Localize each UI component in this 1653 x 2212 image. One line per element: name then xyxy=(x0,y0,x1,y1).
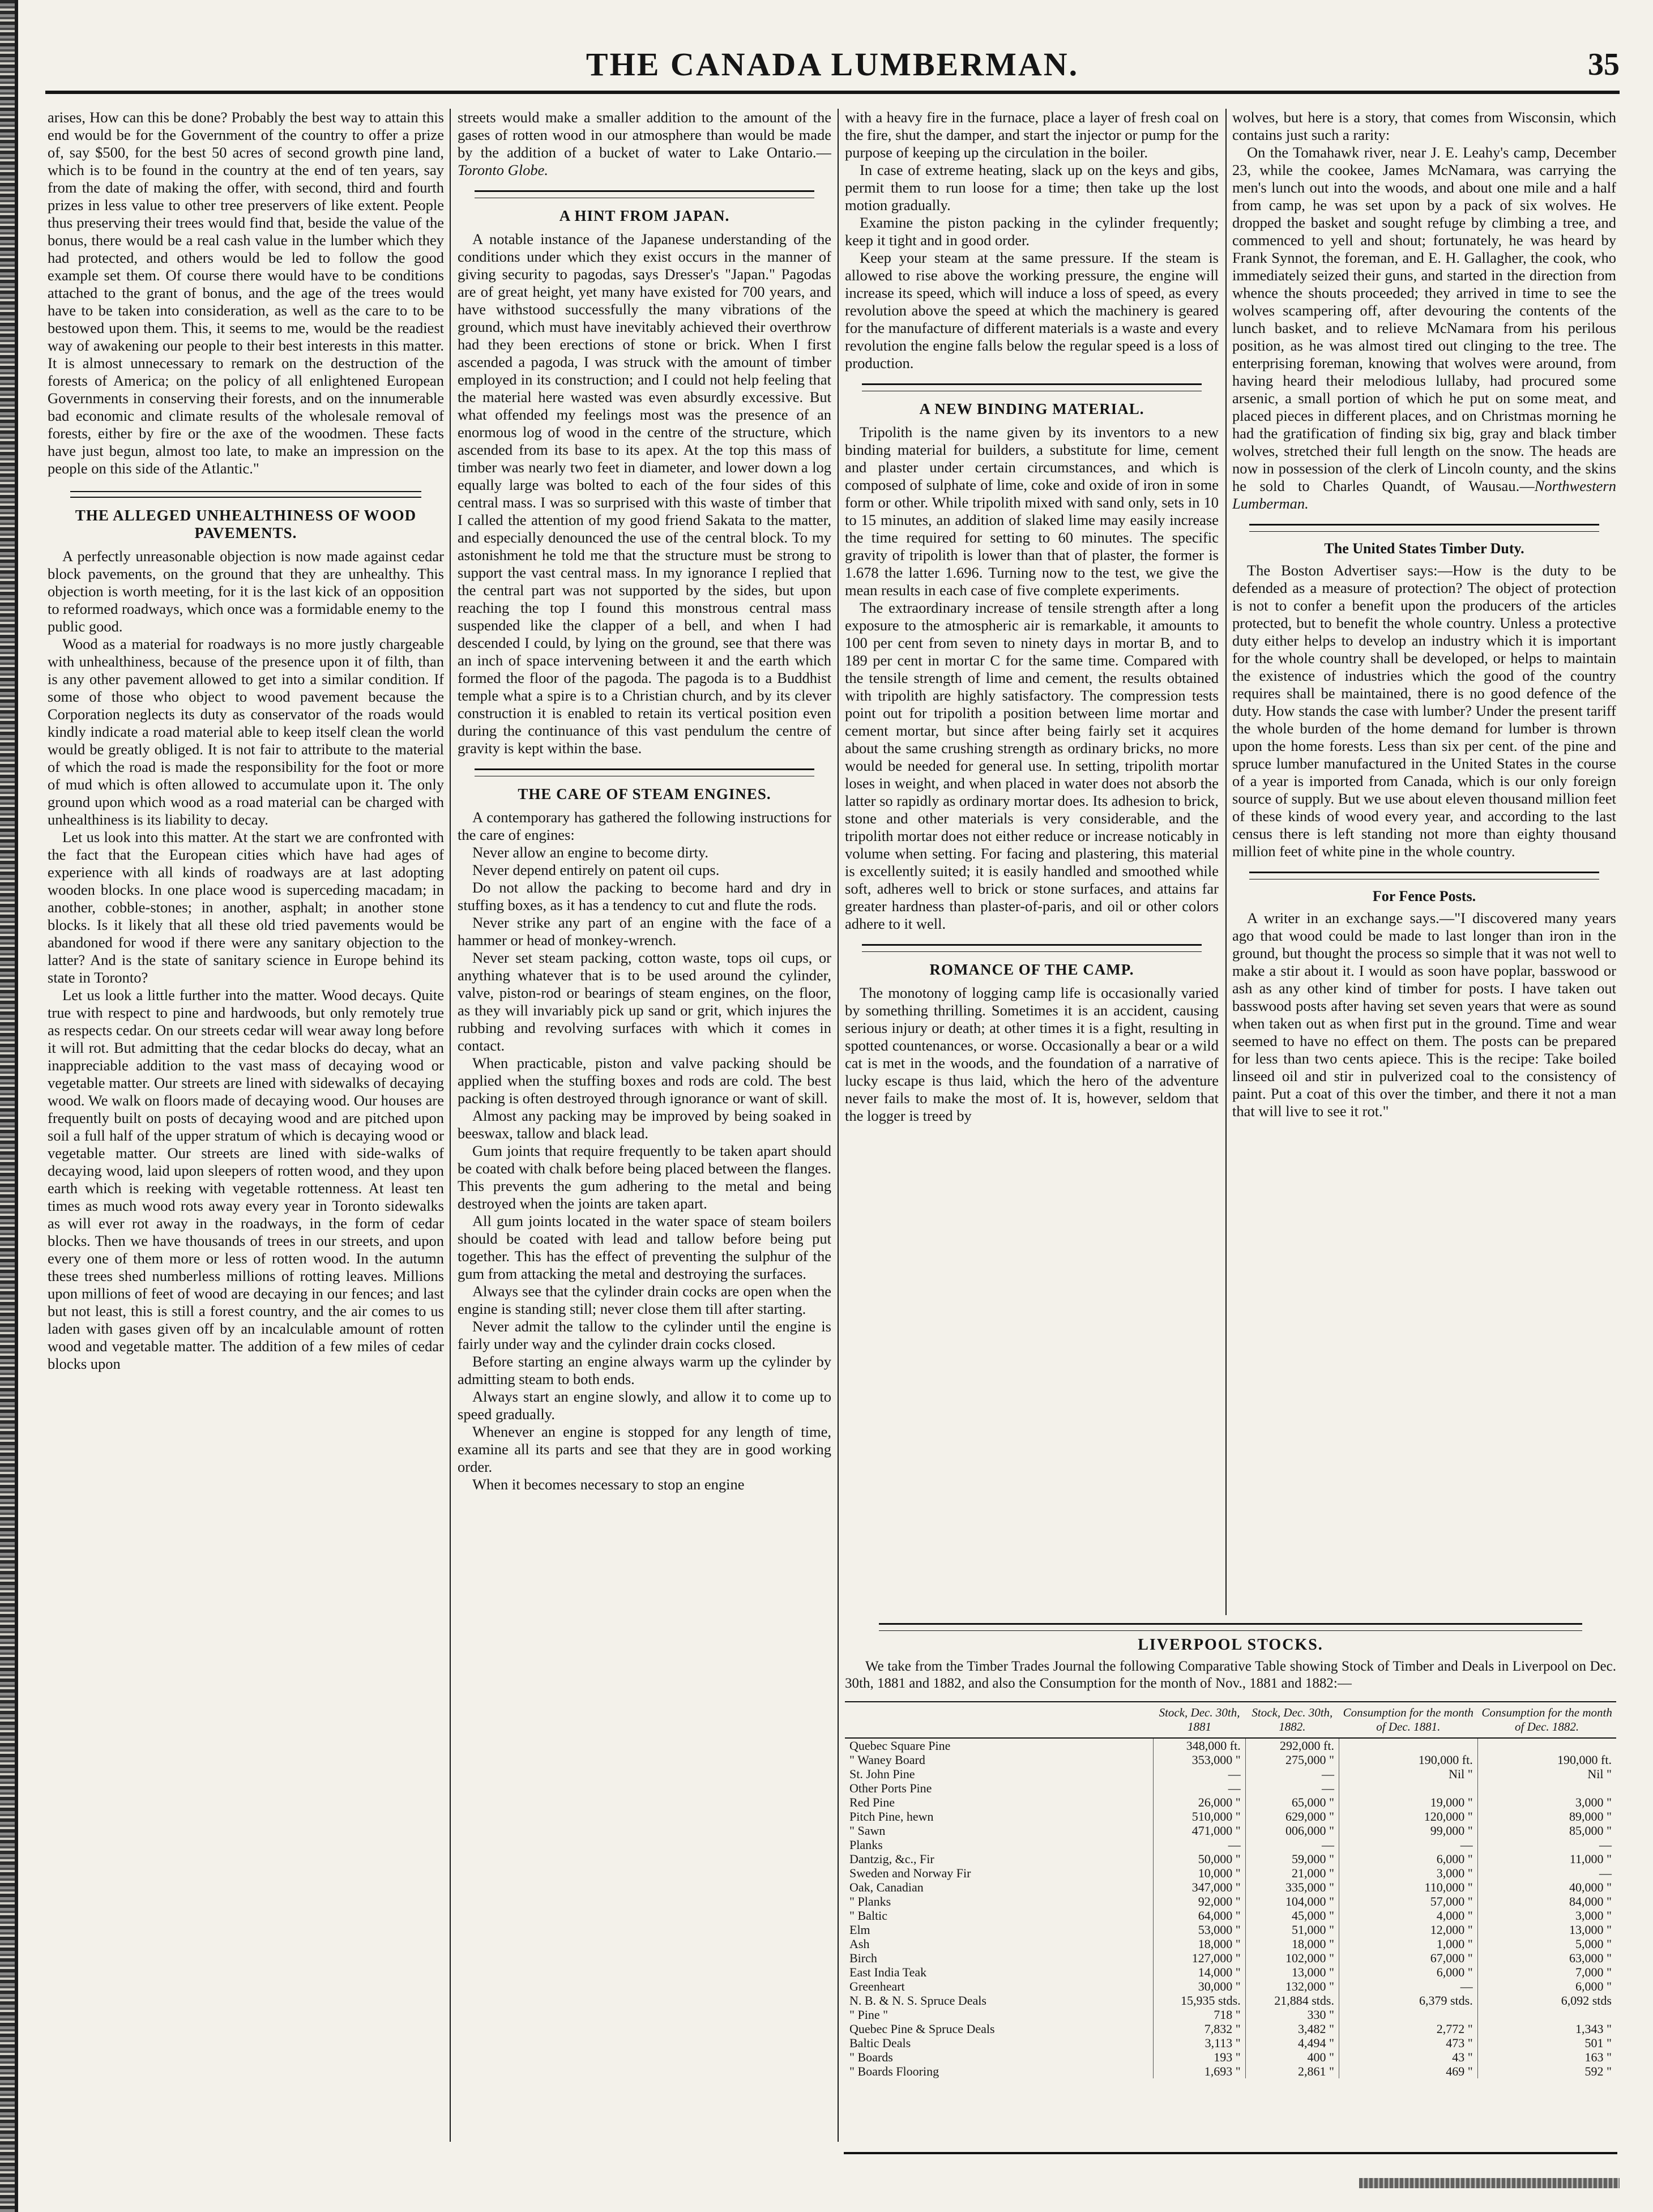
column-header: Consumption for the month of Dec. 1881. xyxy=(1339,1702,1477,1738)
paragraph xyxy=(1232,144,1616,513)
article-separator xyxy=(862,944,1202,952)
column-rule-1 xyxy=(450,109,451,2142)
paragraph-text: streets would make a smaller addition to the amount of the gases of rotten wood in our atmosphere than would be made by the addition of a bucket of water to Lake Ontario.— xyxy=(458,109,831,161)
table-row xyxy=(845,1824,1616,1838)
row-value: 6,092 stds xyxy=(1477,1993,1616,2008)
article-separator xyxy=(1249,872,1599,879)
article-separator xyxy=(475,768,814,776)
column-3 xyxy=(845,109,1219,1615)
row-value: 348,000 ft. xyxy=(1154,1738,1245,1753)
table-row xyxy=(845,1795,1616,1809)
liverpool-stocks-section xyxy=(845,1623,1616,2150)
table-row xyxy=(845,1753,1616,1767)
row-value: 190,000 ft. xyxy=(1339,1753,1477,1767)
column-header: Stock, Dec. 30th, 1882. xyxy=(1245,1702,1339,1738)
row-value xyxy=(1339,1738,1477,1753)
row-value: Nil " xyxy=(1477,1767,1616,1781)
column-header: Consumption for the month of Dec. 1882. xyxy=(1477,1702,1616,1738)
row-value: 718 " xyxy=(1154,2008,1245,2022)
row-value xyxy=(1339,1781,1477,1795)
paragraph: Examine the piston packing in the cylinder frequently; keep it tight and in good order. xyxy=(845,214,1219,249)
table-row xyxy=(845,1965,1616,1979)
row-value: — xyxy=(1477,1838,1616,1852)
row-label: Quebec Pine & Spruce Deals xyxy=(849,2022,995,2036)
column-header xyxy=(845,1702,1154,1738)
row-value: 21,884 stds. xyxy=(1245,1993,1339,2008)
row-value: 26,000 " xyxy=(1154,1795,1245,1809)
headline-wood-pavements: THE ALLEGED UNHEALTHINESS OF WOOD PAVEMENTS. xyxy=(75,507,417,541)
row-value: 14,000 " xyxy=(1154,1965,1245,1979)
stocks-table xyxy=(845,1701,1616,2078)
column-rule-2 xyxy=(838,109,839,2142)
table-row xyxy=(845,1880,1616,1894)
source-credit: Toronto Globe. xyxy=(458,161,549,178)
row-value: 65,000 " xyxy=(1245,1795,1339,1809)
row-value: 353,000 " xyxy=(1154,1753,1245,1767)
paragraph: with a heavy fire in the furnace, place a layer of fresh coal on the fire, shut the damper, and start the injector or pump for the purpose of keeping up the circulation in the boiler. xyxy=(845,109,1219,161)
row-value: 102,000 " xyxy=(1245,1951,1339,1965)
table-row xyxy=(845,1767,1616,1781)
row-value: 629,000 " xyxy=(1245,1809,1339,1824)
article-separator xyxy=(475,190,814,198)
paragraph: Never depend entirely on patent oil cups. xyxy=(472,861,720,878)
row-value: 30,000 " xyxy=(1154,1979,1245,1993)
source-credit: Northwestern Lumberman. xyxy=(1232,477,1616,512)
table-header-row xyxy=(845,1702,1616,1738)
row-value: 92,000 " xyxy=(1154,1894,1245,1908)
row-value: 6,379 stds. xyxy=(1339,1993,1477,2008)
headline-fence-posts: For Fence Posts. xyxy=(1372,888,1476,904)
row-value: 347,000 " xyxy=(1154,1880,1245,1894)
row-label: N. B. & N. S. Spruce Deals xyxy=(849,1993,986,2008)
paragraph: Wood as a material for roadways is no more justly chargeable with unhealthiness, because of the presence upon it of filth, than is any other pavement allowed to get into a similar condition. If some of those who object to wood pavement because the Corporation neglects its duty as conservator of the roads would kindly indicate a road material able to keep itself clean the world would be greatly obliged. It is not fair to attribute to the material of which the road is made the responsibility for the foot or more of mud which is often allowed to accumulate upon it. The only ground upon which wood as a road material can be charged with unhealthiness is its liability to decay. xyxy=(48,635,444,828)
headline-steam-engines: THE CARE OF STEAM ENGINES. xyxy=(518,785,771,802)
row-value: 471,000 " xyxy=(1154,1824,1245,1838)
headline-liverpool-stocks: LIVERPOOL STOCKS. xyxy=(1138,1636,1323,1654)
row-value xyxy=(1477,2008,1616,2022)
row-value: 5,000 " xyxy=(1477,1937,1616,1951)
row-value: 67,000 " xyxy=(1339,1951,1477,1965)
row-value: 63,000 " xyxy=(1477,1951,1616,1965)
paragraph: Always see that the cylinder drain cocks are open when the engine is standing still; never close them till after starting. xyxy=(458,1283,831,1317)
print-smudge xyxy=(1359,2178,1620,2188)
row-label: Ash xyxy=(849,1937,870,1951)
row-label: " Baltic xyxy=(849,1908,888,1923)
row-value: 7,000 " xyxy=(1477,1965,1616,1979)
table-row xyxy=(845,1738,1616,1753)
row-value: 330 " xyxy=(1245,2008,1339,2022)
newspaper-title: THE CANADA LUMBERMAN. xyxy=(586,45,1079,83)
row-value: — xyxy=(1245,1781,1339,1795)
table-row xyxy=(845,2022,1616,2036)
row-value: 6,000 " xyxy=(1339,1852,1477,1866)
row-value: 193 " xyxy=(1154,2050,1245,2064)
paragraph: Never set steam packing, cotton waste, tops oil cups, or anything whatever that is to be used around the cylinder, valve, piston-rod or bearings of steam engines, on the floor, as they will invariably pick up sand or grit, which injures the rubbing and revolving surfaces with which it comes in contact. xyxy=(458,949,831,1054)
paragraph: When it becomes necessary to stop an engine xyxy=(472,1476,745,1493)
row-value: 120,000 " xyxy=(1339,1809,1477,1824)
row-value: 43 " xyxy=(1339,2050,1477,2064)
row-label: " Sawn xyxy=(849,1824,886,1838)
paragraph: A perfectly unreasonable objection is now made against cedar block pavements, on the ground that they are unhealthy. This objection is worth meeting, for it is the last kick of an opposition to reformed roadways, which once was a formidable enemy to the public good. xyxy=(48,548,444,635)
row-label: " Planks xyxy=(849,1894,891,1908)
row-value: 64,000 " xyxy=(1154,1908,1245,1923)
row-label: " Waney Board xyxy=(849,1753,925,1767)
stocks-intro: We take from the Timber Trades Journal the following Comparative Table showing Stock of Timber and Deals in Liverpool on Dec. 30th, 1881 and 1882, and also the Consumption for the month of Nov., 1881 and 1882:— xyxy=(845,1659,1616,1691)
row-value: 13,000 " xyxy=(1245,1965,1339,1979)
row-label: " Pine " xyxy=(849,2008,889,2022)
row-value: 18,000 " xyxy=(1154,1937,1245,1951)
table-row xyxy=(845,2036,1616,2050)
row-value: 275,000 " xyxy=(1245,1753,1339,1767)
row-label: " Boards Flooring xyxy=(849,2064,939,2078)
row-value: 40,000 " xyxy=(1477,1880,1616,1894)
row-value: 18,000 " xyxy=(1245,1937,1339,1951)
row-value: 57,000 " xyxy=(1339,1894,1477,1908)
row-value: 006,000 " xyxy=(1245,1824,1339,1838)
table-row xyxy=(845,1951,1616,1965)
paragraph: Whenever an engine is stopped for any length of time, examine all its parts and see that they are in good working order. xyxy=(458,1423,831,1475)
table-row xyxy=(845,2050,1616,2064)
row-value: 592 " xyxy=(1477,2064,1616,2078)
paragraph: Never strike any part of an engine with the face of a hammer or head of monkey-wrench. xyxy=(458,914,831,949)
row-value: — xyxy=(1245,1767,1339,1781)
row-label: Planks xyxy=(849,1838,883,1852)
row-value: 469 " xyxy=(1339,2064,1477,2078)
column-1 xyxy=(48,109,444,2164)
column-4 xyxy=(1232,109,1616,1615)
paragraph: The extraordinary increase of tensile strength after a long exposure to the atmospheric air is remarkable, it amounts to 100 per cent from seven to ninety days in mortar B, and to 189 per cent in mortar C for the same time. Compared with the tensile strength of lime and cement, the results obtained with tripolith are highly satisfactory. The compression tests point out for tripolith a position between lime mortar and cement mortar, but since after being fairly set it acquires about the same crushing strength as ordinary bricks, no more would be needed for general use. In setting, tripolith mortar loses in weight, and when placed in water does not absorb the latter so rapidly as ordinary mortar does. Its adhesion to brick, stone and other materials is very considerable, and the tripolith mortar does not either reduce or increase noticably in volume when setting. For facing and plastering, this material is excellently suited; it is easily handled and smoothed while soft, adheres well to brick or stone surfaces, and attains far greater hardness than plaster-of-paris, and oil or other colors adhere to it well. xyxy=(845,599,1219,932)
paragraph: Tripolith is the name given by its inventors to a new binding material for builders, a substitute for lime, cement and plaster under certain circumstances, and which is composed of sulphate of lime, coke and oxide of iron in some form or other. While tripolith mixed with sand only, sets in 10 to 15 minutes, an addition of slaked lime may easily increase the time required for setting to 60 minutes. The specific gravity of tripolith is lower than that of plaster, the former is 1.678 the latter 1.696. Turning now to the test, we give the mean results in each case of five complete experiments. xyxy=(845,424,1219,599)
row-value: 163 " xyxy=(1477,2050,1616,2064)
table-row xyxy=(845,2008,1616,2022)
paragraph: A notable instance of the Japanese understanding of the conditions under which they exist occurs in the manner of giving security to pagodas, says Dresser's "Japan." Pagodas are of great height, yet many have existed for 700 years, and have withstood successfully the many vibrations of the ground, which must have inevitably achieved their overthrow had they been erections of stone or brick. When I first ascended a pagoda, I was struck with the amount of timber employed in its construction; and I could not help feeling that the material here wasted was even absurdly excessive. But what offended my feelings most was the presence of an enormous log of wood in the centre of the structure, which ascended from its base to its apex. At the top this mass of timber was nearly two feet in diameter, and lower down a log equally large was bolted to each of the four sides of this central mass. I was so surprised with this waste of timber that I called the attention of my good friend Sakata to the matter, and especially denounced the use of the central block. To my astonishment he told me that the structure must be strong to support the vast central mass. In my ignorance I replied that the central part was not supported by the sides, but upon reaching the top I found this monstrous central mass suspended like the clapper of a bell, and when I had descended I could, by lying on the ground, see that there was an inch of space intervening between it and the earth which formed the floor of the pagoda. The pagoda is to a Buddhist temple what a spire is to a Christian church, and by its clever construction it is enabled to retain its vertical position even during the continuance of this vast pendulum the centre of gravity is kept within the base. xyxy=(458,230,831,757)
column-header: Stock, Dec. 30th, 1881 xyxy=(1154,1702,1245,1738)
binding-edge xyxy=(0,0,15,2212)
table-row xyxy=(845,1993,1616,2008)
row-label: Dantzig, &c., Fir xyxy=(849,1852,934,1866)
table-body xyxy=(845,1738,1616,2078)
row-label: Sweden and Norway Fir xyxy=(849,1866,971,1880)
row-value: 292,000 ft. xyxy=(1245,1738,1339,1753)
row-value: 110,000 " xyxy=(1339,1880,1477,1894)
row-value: 19,000 " xyxy=(1339,1795,1477,1809)
row-value: 51,000 " xyxy=(1245,1923,1339,1937)
row-value: 7,832 " xyxy=(1154,2022,1245,2036)
paragraph: Do not allow the packing to become hard and dry in stuffing boxes, as it has a tendency to cut and flute the rods. xyxy=(458,879,831,913)
row-value: 59,000 " xyxy=(1245,1852,1339,1866)
row-label: Greenheart xyxy=(849,1979,905,1993)
paragraph: Gum joints that require frequently to be taken apart should be coated with chalk before being placed between the flanges. This prevents the gum adhering to the metal and being destroyed when the joints are taken apart. xyxy=(458,1142,831,1212)
row-value: 3,482 " xyxy=(1245,2022,1339,2036)
row-label: Pitch Pine, hewn xyxy=(849,1809,934,1824)
row-value: 99,000 " xyxy=(1339,1824,1477,1838)
row-value: 13,000 " xyxy=(1477,1923,1616,1937)
headline-timber-duty: The United States Timber Duty. xyxy=(1324,540,1524,557)
row-value: 1,000 " xyxy=(1339,1937,1477,1951)
row-label: Oak, Canadian xyxy=(849,1880,924,1894)
paragraph: arises, How can this be done? Probably the best way to attain this end would be for the Government of the country to offer a prize of, say $500, for the best 50 acres of second growth pine land, which is to be found in the country at the end of ten years, say from the date of making the offer, with second, third and fourth prizes in less value to other tree preservers of like extent. People thus preserving their trees would find that, beside the value of the bonus, there would be a real cash value in the lumber which they had protected, and others would be led to follow the good example set them. Of course there would have to be conditions attached to the grant of bonus, and the age of the trees would have to be taken into consideration, as well as the care to to be bestowed upon them. This, it seems to me, would be the readiest way of awakening our people to their best interests in this matter. It is almost unnecessary to remark on the destruction of the forests of America; on the policy of all enlightened European Governments in conserving their forests, and on the innumerable bad economic and climate results of the wholesale removal of forests, either by fire or the axe of the woodmen. These facts have just begun, almost too late, to make an impression on the people on this side of the Atlantic." xyxy=(48,109,444,477)
row-value: 45,000 " xyxy=(1245,1908,1339,1923)
row-label: East India Teak xyxy=(849,1965,927,1979)
paragraph: Let us look into this matter. At the start we are confronted with the fact that the European cities which have had ages of experience with all kinds of roadways are at last adopting wooden blocks. In one place wood is superceding macadam; in another, cobble-stones; in another, asphalt; in another stone blocks. Is it likely that all these old tried pavements would be abandoned for wood if there were any sanitary objection to the latter? And is the state of sanitary science in Europe behind its state in Toronto? xyxy=(48,829,444,986)
row-value: 10,000 " xyxy=(1154,1866,1245,1880)
row-value: 6,000 " xyxy=(1339,1965,1477,1979)
paragraph: Let us look a little further into the matter. Wood decays. Quite true with respect to pine and hardwoods, but only remotely true as respects cedar. On our streets cedar will wear away long before it will rot. But admitting that the cedar blocks do decay, what an inappreciable addition to the vast mass of decaying wood or vegetable matter. Our streets are lined with sidewalks of decaying wood. We walk on floors made of decaying wood. Our houses are frequently built on posts of decaying wood and are pitched upon soil a full half of the upper stratum of which is decaying wood or vegetable matter. Our streets are lined with side-walks of decaying wood, laid upon sleepers of rotten wood, and they upon earth which is reeking with vegetable rottenness. At least ten times as much wood rots away every year in Toronto sidewalks as will ever rot away in the roadways, in the form of cedar blocks. Then we have thousands of trees in our streets, and upon every one of them more or less of rotten wood. In the autumn these trees shed numberless millions of rotting leaves. Millions upon millions of feet of wood are decaying in our fences; and last but not least, this is still a forest country, and the air comes to us laden with gases given off by an incalculable amount of rotten wood and vegetable matter. The addition of a few miles of cedar blocks upon xyxy=(48,987,444,1372)
table-row xyxy=(845,1866,1616,1880)
row-label: " Boards xyxy=(849,2050,893,2064)
row-value: 4,494 " xyxy=(1245,2036,1339,2050)
table-row xyxy=(845,1809,1616,1824)
paragraph: All gum joints located in the water space of steam boilers should be coated with lead and tallow before being put together. This has the effect of preventing the sulphur of the gum from attacking the metal and destroying the surfaces. xyxy=(458,1212,831,1282)
paragraph: The monotony of logging camp life is occasionally varied by something thrilling. Sometimes it is an accident, causing serious injury or death; at other times it is a fight, resulting in spotted countenances, or worse. Occasionally a bear or a wild cat is met in the woods, and the foundation of a narrative of lucky escape is thus laid, which the hero of the adventure never fails to make the most of. It is, however, seldom that the logger is treed by xyxy=(845,984,1219,1124)
row-value: 4,000 " xyxy=(1339,1908,1477,1923)
table-row xyxy=(845,1923,1616,1937)
row-value: — xyxy=(1154,1781,1245,1795)
row-value: 12,000 " xyxy=(1339,1923,1477,1937)
row-value: 400 " xyxy=(1245,2050,1339,2064)
row-value: — xyxy=(1339,1979,1477,1993)
paragraph: Always start an engine slowly, and allow it to come up to speed gradually. xyxy=(458,1388,831,1423)
table-row xyxy=(845,1908,1616,1923)
column-rule-3 xyxy=(1225,109,1227,1615)
paragraph: Keep your steam at the same pressure. If the steam is allowed to rise above the working pressure, the engine will increase its speed, which will induce a loss of speed, as every revolution above the speed at which the machinery is geared for the manufacture of different materials is a waste and every revolution the engine falls below the regular speed is a loss of production. xyxy=(845,249,1219,371)
paragraph: Never allow an engine to become dirty. xyxy=(472,844,708,861)
row-label: Baltic Deals xyxy=(849,2036,911,2050)
row-label: Quebec Square Pine xyxy=(849,1739,951,1753)
row-value: 84,000 " xyxy=(1477,1894,1616,1908)
table-row xyxy=(845,1979,1616,1993)
table-row xyxy=(845,1852,1616,1866)
row-value: — xyxy=(1154,1767,1245,1781)
paragraph: A contemporary has gathered the following instructions for the care of engines: xyxy=(458,809,831,843)
row-value: 335,000 " xyxy=(1245,1880,1339,1894)
table-bottom-rule xyxy=(844,2152,1617,2154)
table-row xyxy=(845,1894,1616,1908)
row-value: 1,343 " xyxy=(1477,2022,1616,2036)
row-label: Birch xyxy=(849,1951,877,1965)
row-value: 2,861 " xyxy=(1245,2064,1339,2078)
article-separator xyxy=(70,491,421,498)
row-value xyxy=(1339,2008,1477,2022)
paragraph: The Boston Advertiser says:—How is the duty to be defended as a measure of protection? The object of protection is not to confer a benefit upon the producers of the articles protected, but to benefit the whole country. Unless a protective duty either helps to develop an industry which it is important for the whole country shall be developed, or helps to maintain the existence of industries which the good of the country requires shall be maintained, there is no good defence of the duty. How stands the case with lumber? Under the present tariff the whole burden of the home demand for lumber is thrown upon the home forests. Less than six per cent. of the pine and spruce lumber manufactured in the United States in the course of a year is imported from Canada, which is our only foreign source of supply. But we use about eleven thousand million feet of these kinds of wood every year, and according to the last census there is left standing not more than eighty thousand million feet of white pine in the whole country. xyxy=(1232,562,1616,860)
row-value: 104,000 " xyxy=(1245,1894,1339,1908)
row-label: St. John Pine xyxy=(849,1767,915,1781)
paragraph: Never admit the tallow to the cylinder until the engine is fairly under way and the cylinder drain cocks closed. xyxy=(458,1318,831,1352)
row-value: 2,772 " xyxy=(1339,2022,1477,2036)
masthead-rule xyxy=(45,91,1620,94)
row-value: 3,000 " xyxy=(1477,1908,1616,1923)
row-value: 3,000 " xyxy=(1339,1866,1477,1880)
row-value: 11,000 " xyxy=(1477,1852,1616,1866)
row-value: 6,000 " xyxy=(1477,1979,1616,1993)
row-value: — xyxy=(1154,1838,1245,1852)
headline-binding-material: A NEW BINDING MATERIAL. xyxy=(919,400,1144,417)
binding-spine xyxy=(15,0,18,2212)
row-value: 85,000 " xyxy=(1477,1824,1616,1838)
row-value: 15,935 stds. xyxy=(1154,1993,1245,2008)
row-label: Elm xyxy=(849,1923,870,1937)
row-value: 190,000 ft. xyxy=(1477,1753,1616,1767)
article-separator xyxy=(1249,524,1599,532)
row-value: — xyxy=(1477,1866,1616,1880)
row-value: 1,693 " xyxy=(1154,2064,1245,2078)
row-value: 3,113 " xyxy=(1154,2036,1245,2050)
row-value: 132,000 " xyxy=(1245,1979,1339,1993)
paragraph: In case of extreme heating, slack up on the keys and gibs, permit them to run loose for a time; then take up the lost motion gradually. xyxy=(845,161,1219,213)
article-separator xyxy=(862,383,1202,391)
headline-hint-from-japan: A HINT FROM JAPAN. xyxy=(559,207,730,224)
row-value: 510,000 " xyxy=(1154,1809,1245,1824)
row-value xyxy=(1477,1781,1616,1795)
row-value: 89,000 " xyxy=(1477,1809,1616,1824)
paragraph: wolves, but here is a story, that comes from Wisconsin, which contains just such a rarity: xyxy=(1232,109,1616,143)
row-label: Other Ports Pine xyxy=(849,1781,932,1795)
paragraph-text: On the Tomahawk river, near J. E. Leahy's camp, December 23, while the cookee, James McNamara, was carrying the men's lunch out into the woods, and about one mile and a half from camp, he was set upon by a pack of six wolves. He dropped the basket and sought refuge by climbing a tree, and commenced to yell and shout; fortunately, he was heard by Frank Synnot, the foreman, and E. H. Gallagher, the cook, who immediately seized their guns, and started in the direction from whence the shouts proceeded; they arrived in time to see the wolves scampering off, after devouring the contents of the lunch basket, and to relieve McNamara from his perilous position, as he was almost tired out clinging to the tree. The enterprising foreman, knowing that wolves were around, from having heard their melodious lullaby, had procured some arsenic, a small portion of which he put on some meat, and placed pieces in different places, and on Christmas morning he had the gratification of finding six big, gray and black timber wolves, stretched their full length on the snow. The heads are now in possession of the clerk of Lincoln county, and the skins he sold to Charles Quandt, of Wausau.— xyxy=(1232,144,1616,494)
masthead xyxy=(45,44,1620,84)
row-label: Red Pine xyxy=(849,1795,895,1809)
row-value: 501 " xyxy=(1477,2036,1616,2050)
row-value: 53,000 " xyxy=(1154,1923,1245,1937)
row-value: Nil " xyxy=(1339,1767,1477,1781)
row-value: — xyxy=(1245,1838,1339,1852)
row-value: 50,000 " xyxy=(1154,1852,1245,1866)
row-value xyxy=(1477,1738,1616,1753)
paragraph: When practicable, piston and valve packing should be applied when the stuffing boxes and rods are cold. The best packing is often destroyed through ignorance or want of skill. xyxy=(458,1054,831,1107)
article-separator xyxy=(879,1623,1582,1631)
row-value: 127,000 " xyxy=(1154,1951,1245,1965)
table-row xyxy=(845,2064,1616,2078)
row-value: — xyxy=(1339,1838,1477,1852)
paragraph xyxy=(458,109,831,179)
row-value: 473 " xyxy=(1339,2036,1477,2050)
table-row xyxy=(845,1781,1616,1795)
paragraph: Before starting an engine always warm up the cylinder by admitting steam to both ends. xyxy=(458,1353,831,1387)
table-row xyxy=(845,1937,1616,1951)
table-row xyxy=(845,1838,1616,1852)
column-2 xyxy=(458,109,831,2164)
row-value: 21,000 " xyxy=(1245,1866,1339,1880)
headline-romance-of-camp: ROMANCE OF THE CAMP. xyxy=(929,961,1134,978)
paragraph: Almost any packing may be improved by being soaked in beeswax, tallow and black lead. xyxy=(458,1107,831,1142)
row-value: 3,000 " xyxy=(1477,1795,1616,1809)
page-number: 35 xyxy=(1588,47,1620,82)
paragraph: A writer in an exchange says.—"I discovered many years ago that wood could be made to last longer than iron in the ground, but thought the process so simple that it was not well to make a stir about it. I would as soon have poplar, basswood or ash as any other kind of timber for posts. I have taken out basswood posts after having set seven years that were as sound when taken out as when first put in the ground. Time and wear seemed to have no effect on them. The posts can be prepared for less than two cents apiece. This is the recipe: Take boiled linseed oil and stir in pulverized coal to the consistency of paint. Put a coat of this over the timber, and there it not a man that will live to see it rot." xyxy=(1232,909,1616,1120)
